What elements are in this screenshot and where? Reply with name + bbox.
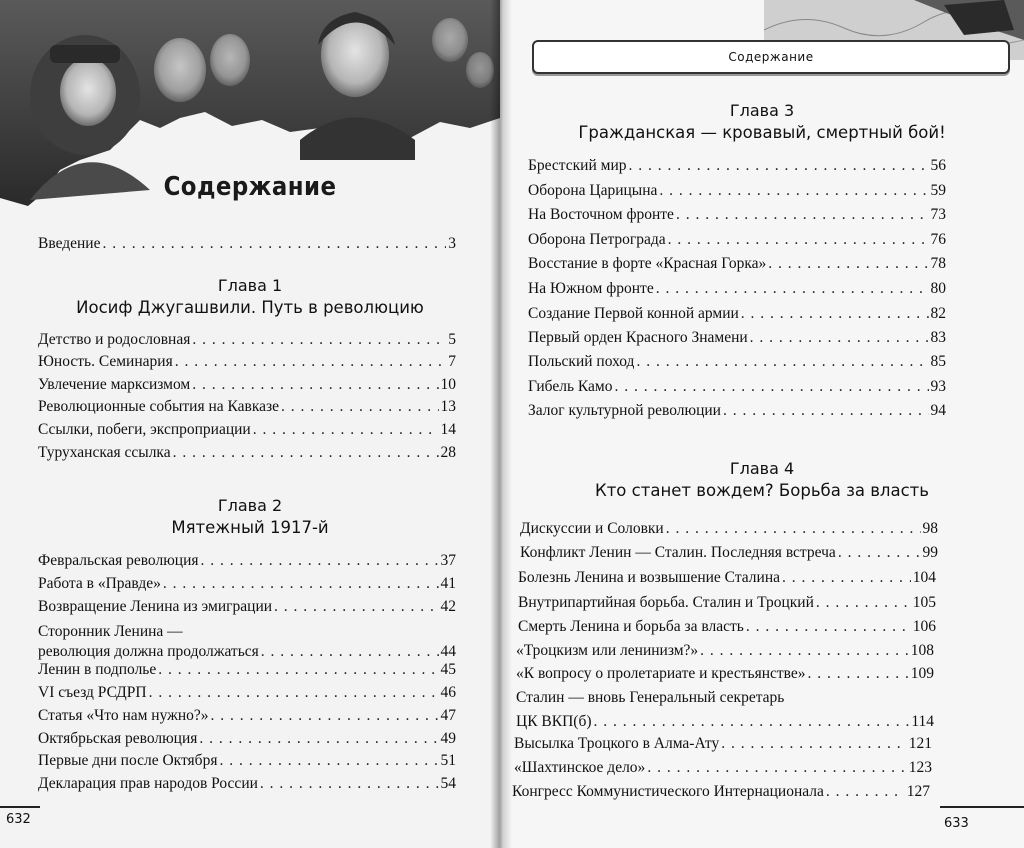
toc-entry[interactable] [38,551,456,571]
leader-dots [192,330,446,350]
leader-dots [676,205,929,225]
chapter-label: Глава 2 [217,496,283,515]
toc-entry[interactable] [38,683,456,703]
toc-entry[interactable] [528,254,946,274]
toc-entry-title: Высылка Троцкого в Алма-Ату [514,735,720,752]
leader-dots [838,543,921,563]
leader-dots [158,660,438,680]
leader-dots [782,568,911,588]
leader-dots [750,328,929,348]
leader-dots [668,230,929,250]
toc-entry[interactable] [38,660,456,680]
toc-entry-title: Статья «Что нам нужно?» [38,707,209,724]
toc-entry-title: Польский поход [528,353,635,370]
chapter-label: Глава 1 [217,276,283,295]
leader-dots [723,401,929,421]
toc-entry-page: 42 [440,598,456,615]
toc-entry-page: 85 [930,353,946,370]
toc-entry-title: Юность. Семинария [38,353,173,370]
toc-entry-page: 10 [440,376,456,393]
toc-entry[interactable] [38,375,456,395]
toc-entry-title: «Шахтинское дело» [514,759,646,776]
toc-entry-page: 3 [448,235,456,252]
toc-entry-title: Ленин в подполье [38,661,157,678]
toc-entry[interactable] [528,304,946,324]
toc-entry[interactable] [514,734,932,754]
toc-entry[interactable] [38,397,456,417]
leader-dots [826,782,905,802]
leader-dots [614,377,928,397]
toc-entry-title: Брестский мир [528,157,627,174]
toc-entry[interactable] [520,519,938,539]
toc-entry-page: 108 [910,642,934,659]
toc-entry-page: 106 [912,618,936,635]
chapter-4-heading [500,458,1024,502]
toc-entry-title: Увлечение марксизмом [38,376,191,393]
toc-entry-page: 51 [440,752,456,769]
toc-entry[interactable] [38,597,456,617]
toc-entry[interactable] [38,729,456,749]
leader-dots [261,642,439,662]
toc-entry-title: Конфликт Ленин — Сталин. Последняя встреча [520,544,836,561]
toc-entry[interactable] [528,377,946,397]
toc-entry-page: 73 [930,206,946,223]
toc-entry-page: 45 [440,661,456,678]
leader-dots [816,593,911,613]
toc-entry-page: 37 [440,552,456,569]
toc-entry[interactable] [38,751,456,771]
chapter-2-heading [0,495,500,539]
toc-entry[interactable] [528,352,946,372]
page-title: Содержание [163,172,337,202]
toc-entry[interactable] [518,617,936,637]
toc-entry[interactable] [38,774,456,794]
toc-entry-page: 47 [440,707,456,724]
toc-entry-page: 28 [440,444,456,461]
footer-rule [940,806,1024,808]
leader-dots [700,641,909,661]
toc-entry[interactable] [518,593,936,613]
toc-entry[interactable] [528,230,946,250]
leader-dots [192,375,438,395]
toc-entry-title: Конгресс Коммунистического Интернационала [512,783,824,800]
leader-dots [656,279,929,299]
chapter-label: Глава 4 [729,459,795,478]
toc-entry-title: Работа в «Правде» [38,575,161,592]
leader-dots [281,397,438,417]
chapter-1-heading [0,275,500,319]
toc-entry-title: Смерть Ленина и борьба за власть [518,618,744,635]
leader-dots [201,551,439,571]
toc-entry[interactable] [516,664,934,684]
toc-entry-page: 105 [912,594,936,611]
toc-entry-page: 14 [440,421,456,438]
toc-entry-title: Гибель Камо [528,378,613,395]
toc-entry-page: 94 [930,402,946,419]
toc-entry-title: Октябрьская революция [38,730,198,747]
toc-entry-page: 127 [906,783,930,800]
toc-entry-title: Создание Первой конной армии [528,305,739,322]
toc-entry-title: Туруханская ссылка [38,444,171,461]
toc-entry-page: 82 [930,305,946,322]
leader-dots [211,706,439,726]
toc-entry-title-line1: Сторонник Ленина — [38,623,183,640]
toc-entry-page: 78 [930,255,946,272]
leader-dots [149,683,439,703]
leader-dots [741,304,929,324]
toc-entry-page: 83 [930,329,946,346]
toc-entry-page: 7 [448,353,456,370]
toc-entry-title: Оборона Петрограда [528,231,666,248]
toc-entry[interactable] [516,641,934,661]
toc-entry-page: 5 [448,331,456,348]
leader-dots [219,751,438,771]
toc-entry[interactable] [38,443,456,463]
toc-entry-page: 56 [930,157,946,174]
chapter-title: Гражданская — кровавый, смертный бой! [578,123,946,142]
toc-entry-title: Первый орден Красного Знамени [528,329,748,346]
toc-entry[interactable] [38,622,456,662]
toc-entry[interactable] [38,420,456,440]
toc-entry-title: Ссылки, побеги, экспроприации [38,421,251,438]
toc-entry-page: 104 [912,569,936,586]
chapter-title: Иосиф Джугашвили. Путь в революцию [76,298,424,317]
toc-entry-page: 93 [930,378,946,395]
toc-entry-page: 114 [911,713,934,730]
toc-entry[interactable] [528,328,946,348]
toc-entry-page: 46 [440,684,456,701]
leader-dots [199,729,438,749]
toc-entry[interactable] [528,279,946,299]
toc-entry-intro[interactable] [38,234,456,254]
toc-entry-page: 99 [922,544,938,561]
toc-entry-title: Первые дни после Октября [38,752,218,769]
toc-entry-page: 49 [440,730,456,747]
toc-entry-title: Внутрипартийная борьба. Сталин и Троцкий [518,594,814,611]
leader-dots [636,352,928,372]
toc-entry-page: 59 [930,182,946,199]
toc-entry-title: революция должна продолжаться [38,643,259,660]
chapter-label: Глава 3 [729,101,795,120]
toc-entry[interactable] [38,330,456,350]
toc-entry-title: Восстание в форте «Красная Горка» [528,255,767,272]
leader-dots [659,181,928,201]
toc-entry-title: Революционные события на Кавказе [38,398,280,415]
toc-entry-title: «К вопросу о пролетариате и крестьянстве» [516,665,806,682]
toc-entry-page: 41 [440,575,456,592]
toc-entry-title: ЦК ВКП(б) [516,713,592,730]
toc-entry-page: 98 [922,520,938,537]
toc-entry-title: Возвращение Ленина из эмиграции [38,598,273,615]
toc-entry[interactable] [520,543,938,563]
toc-entry[interactable] [528,205,946,225]
toc-entry-page: 54 [440,775,456,792]
toc-entry-title: Введение [38,235,101,252]
toc-entry-page: 109 [910,665,934,682]
chapter-title: Мятежный 1917-й [171,518,329,537]
leader-dots [721,734,907,754]
toc-entry[interactable] [512,782,930,802]
leader-dots [175,352,447,372]
leader-dots [666,519,921,539]
toc-entry[interactable] [514,758,932,778]
leader-dots [173,443,439,463]
leader-dots [808,664,909,684]
toc-entry[interactable] [528,156,946,176]
toc-entry-page: 44 [440,643,456,660]
leader-dots [647,758,906,778]
toc-entry[interactable] [518,568,936,588]
toc-entry[interactable] [38,574,456,594]
leader-dots [746,617,911,637]
toc-entry-title: Болезнь Ленина и возвышение Сталина [518,569,781,586]
leader-dots [768,254,928,274]
left-page [0,0,500,848]
toc-entry[interactable] [528,401,946,421]
toc-entry[interactable] [38,706,456,726]
page-number: 633 [944,816,969,831]
toc-entry-page: 13 [440,398,456,415]
toc-entry-page: 121 [908,735,932,752]
chapter-title: Кто станет вождем? Борьба за власть [594,481,929,500]
toc-entry[interactable] [516,688,934,732]
leader-dots [274,597,438,617]
toc-entry-title: Декларация прав народов России [38,775,258,792]
leader-dots [163,574,439,594]
toc-entry-page: 80 [930,280,946,297]
running-head: Содержание [532,40,1010,74]
toc-entry-title: Детство и родословная [38,331,191,348]
toc-entry-title: Февральская революция [38,552,199,569]
page-number: 632 [6,812,31,827]
toc-entry-page: 123 [908,759,932,776]
toc-entry-title: Оборона Царицына [528,182,658,199]
leader-dots [260,774,439,794]
toc-entry-title-line1: Сталин — вновь Генеральный секретарь [516,689,785,706]
leader-dots [629,156,929,176]
toc-entry-title: «Троцкизм или ленинизм?» [516,642,699,659]
toc-entry-title: Залог культурной революции [528,402,721,419]
leader-dots [102,234,446,254]
toc-entry[interactable] [38,352,456,372]
chapter-3-heading [500,100,1024,144]
toc-entry-title: На Восточном фронте [528,206,674,223]
leader-dots [594,712,910,732]
footer-rule [0,806,40,808]
toc-entry-title: На Южном фронте [528,280,654,297]
leader-dots [253,420,439,440]
toc-entry[interactable] [528,181,946,201]
toc-entry-title: VI съезд РСДРП [38,684,147,701]
toc-entry-title: Дискуссии и Соловки [520,520,664,537]
toc-entry-page: 76 [930,231,946,248]
